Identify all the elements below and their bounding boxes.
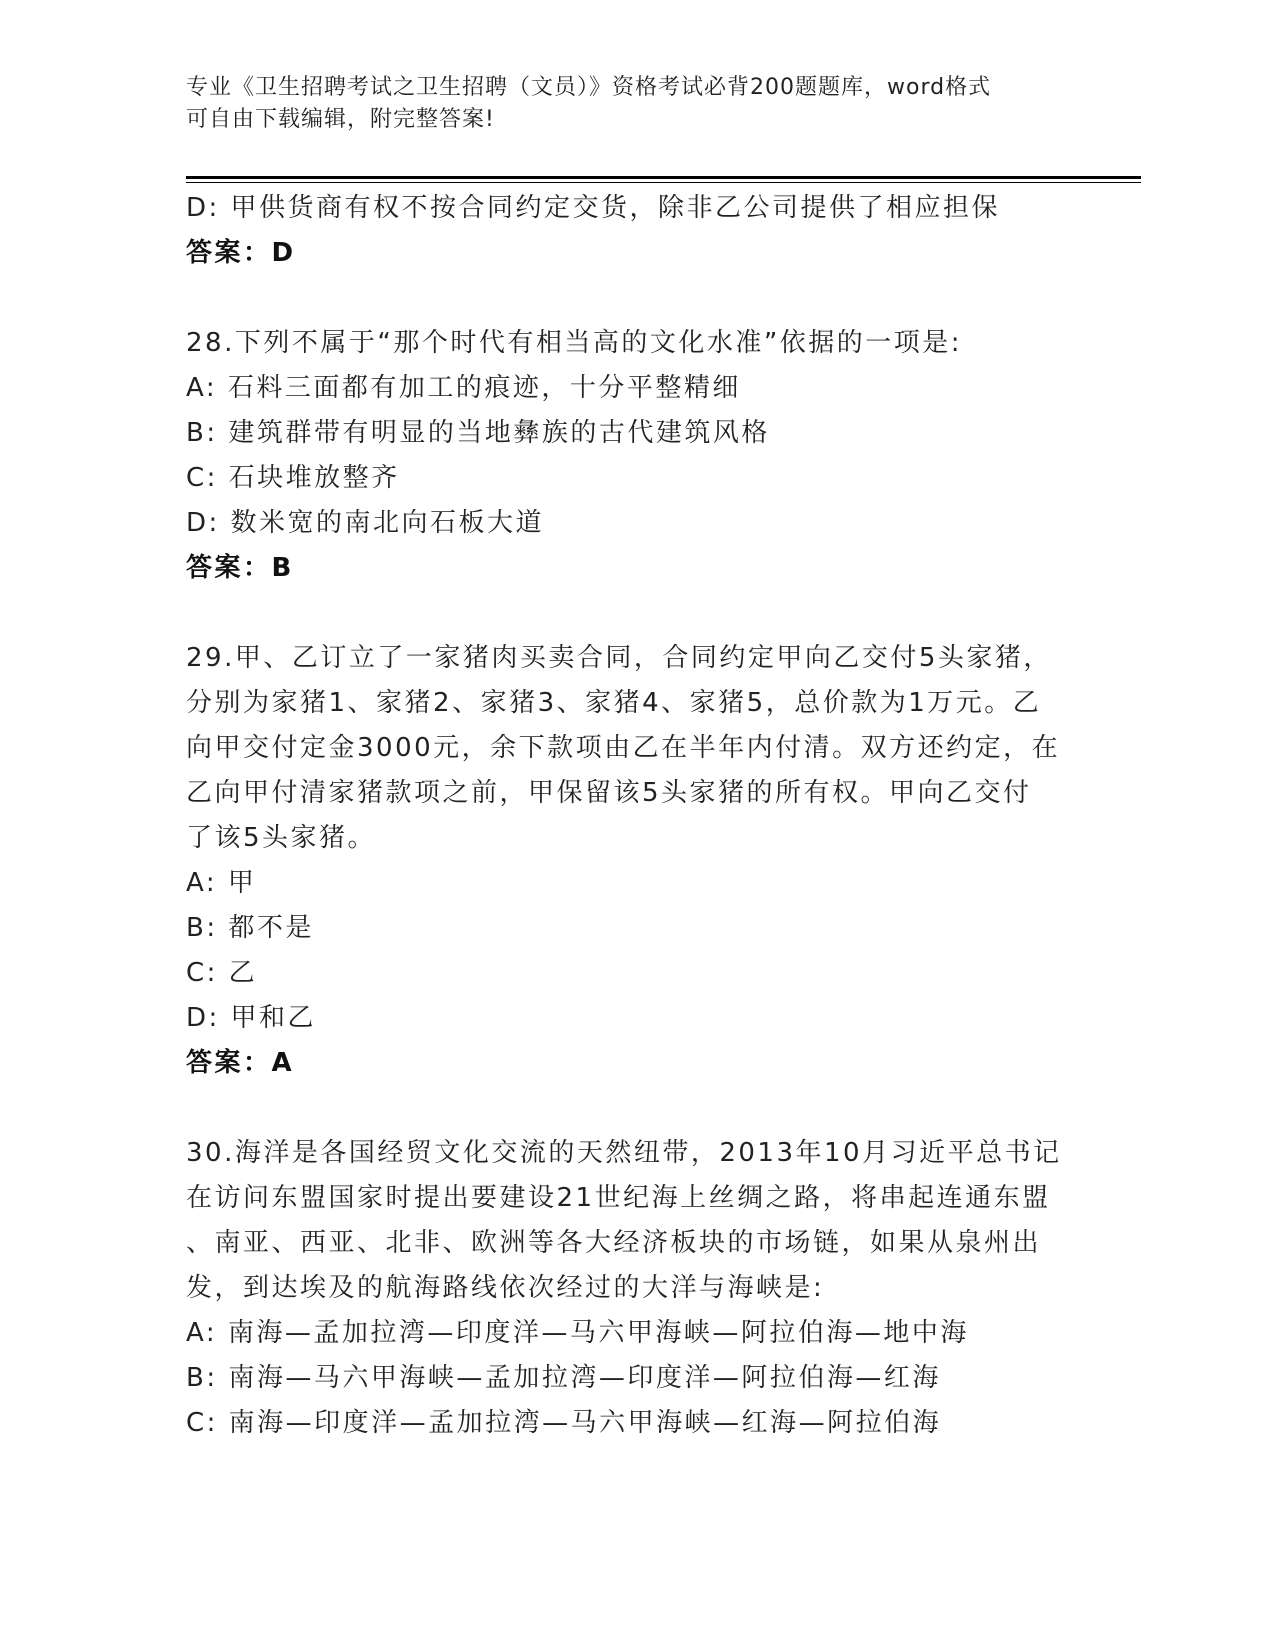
spacer [186, 591, 1086, 636]
question-30 [186, 1131, 1086, 1446]
option-d: D: 甲供货商有权不按合同约定交货，除非乙公司提供了相应担保 [186, 193, 1001, 223]
header-line-2: 可自由下载编辑，附完整答案! [186, 107, 495, 132]
header-rule-thin [186, 182, 1141, 183]
document-body [186, 186, 1086, 1446]
question-text: 30.海洋是各国经贸文化交流的天然纽带，2013年10月习近平总书记 [186, 1138, 1062, 1168]
document-header [186, 72, 1086, 136]
option-a: A: 南海—孟加拉湾—印度洋—马六甲海峡—阿拉伯海—地中海 [186, 1318, 969, 1348]
question-29 [186, 636, 1086, 1086]
header-line-1: 专业《卫生招聘考试之卫生招聘（文员）》资格考试必背200题题库，word格式 [186, 75, 992, 100]
option-d: D: 数米宽的南北向石板大道 [186, 508, 545, 538]
option-c: C: 乙 [186, 958, 258, 988]
spacer [186, 1086, 1086, 1131]
question-text: 分别为家猪1、家猪2、家猪3、家猪4、家猪5，总价款为1万元。乙 [186, 688, 1042, 718]
answer-line: 答案：A [186, 1048, 295, 1078]
option-a: A: 石料三面都有加工的痕迹，十分平整精细 [186, 373, 741, 403]
option-a: A: 甲 [186, 868, 257, 898]
option-d: D: 甲和乙 [186, 1003, 317, 1033]
option-b: B: 南海—马六甲海峡—孟加拉湾—印度洋—阿拉伯海—红海 [186, 1363, 941, 1393]
question-text: 29.甲、乙订立了一家猪肉买卖合同，合同约定甲向乙交付5头家猪， [186, 643, 1052, 673]
spacer [186, 276, 1086, 321]
answer-line: 答案：D [186, 238, 296, 268]
option-c: C: 南海—印度洋—孟加拉湾—马六甲海峡—红海—阿拉伯海 [186, 1408, 942, 1438]
option-b: B: 建筑群带有明显的当地彝族的古代建筑风格 [186, 418, 770, 448]
question-text: 28.下列不属于“那个时代有相当高的文化水准”依据的一项是: [186, 328, 963, 358]
question-text: 乙向甲付清家猪款项之前，甲保留该5头家猪的所有权。甲向乙交付 [186, 778, 1032, 808]
question-text: 发，到达埃及的航海路线依次经过的大洋与海峡是: [186, 1273, 825, 1303]
question-text: 向甲交付定金3000元，余下款项由乙在半年内付清。双方还约定，在 [186, 733, 1061, 763]
question-28 [186, 321, 1086, 591]
question-text: 、南亚、西亚、北非、欧洲等各大经济板块的市场链，如果从泉州出 [186, 1228, 1042, 1258]
header-rule-thick [186, 176, 1141, 179]
answer-line: 答案：B [186, 553, 294, 583]
question-text: 在访问东盟国家时提出要建设21世纪海上丝绸之路，将串起连通东盟 [186, 1183, 1051, 1213]
option-b: B: 都不是 [186, 913, 314, 943]
question-text: 了该5头家猪。 [186, 823, 377, 853]
option-c: C: 石块堆放整齐 [186, 463, 400, 493]
